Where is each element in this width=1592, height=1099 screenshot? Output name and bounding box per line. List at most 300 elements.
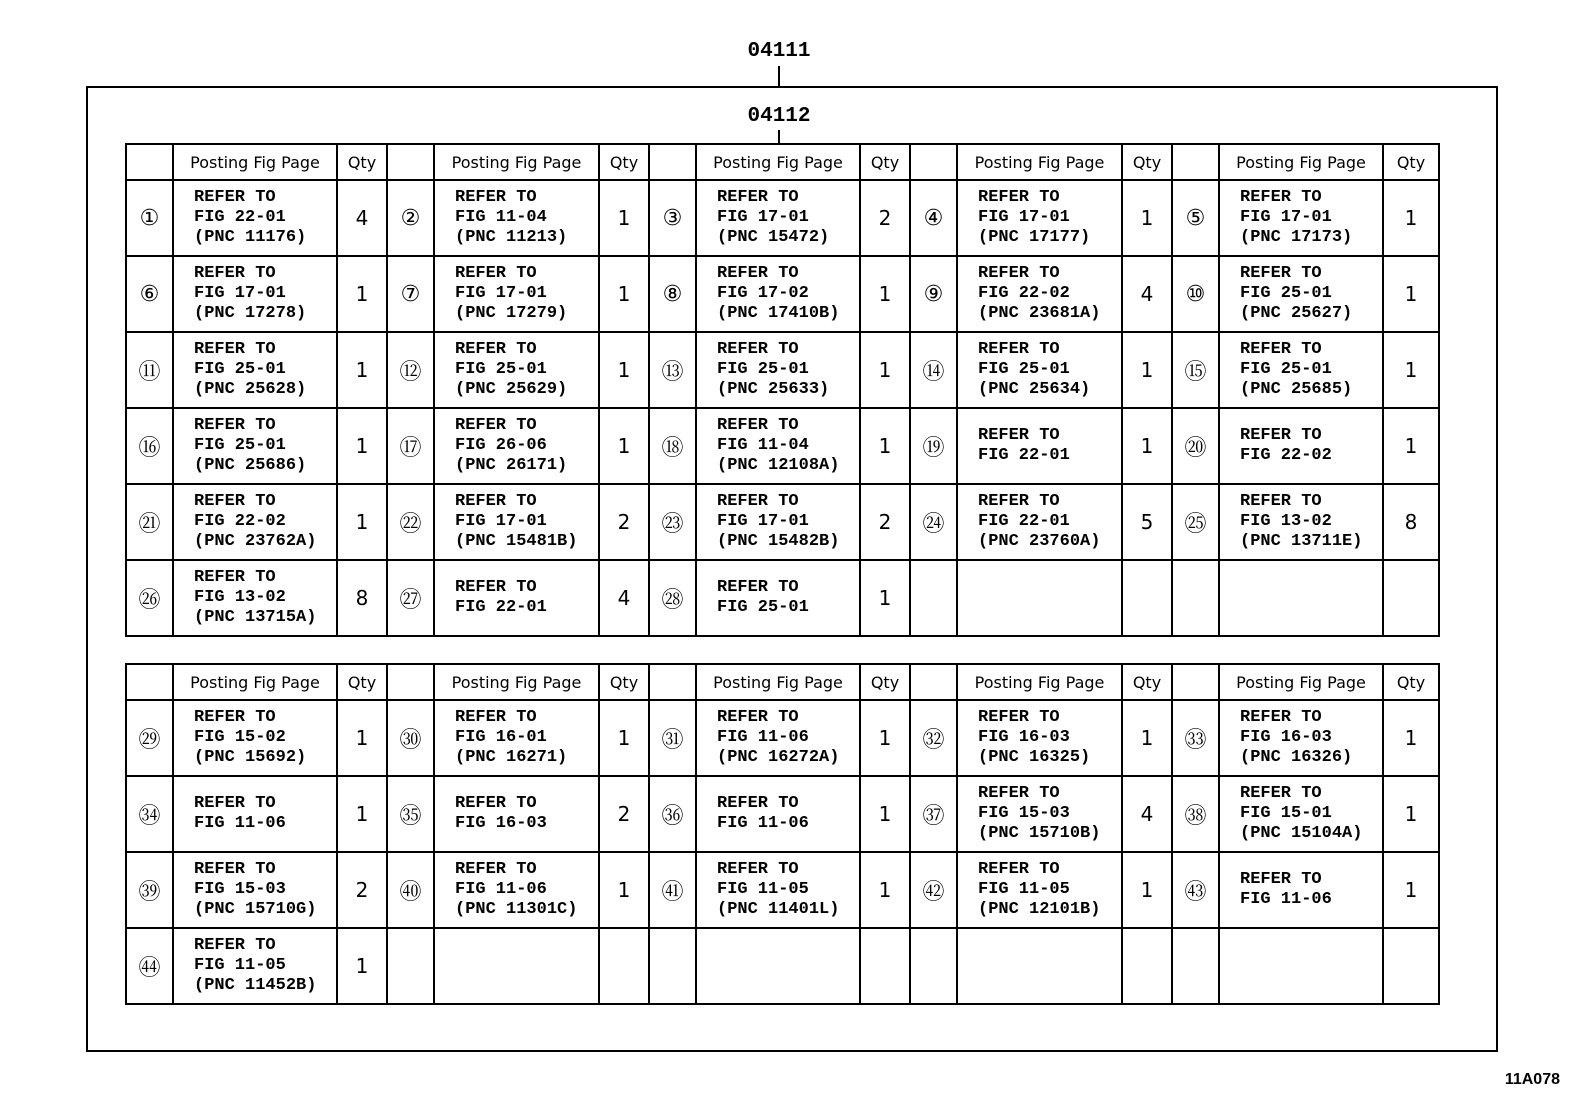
item-qty: 1 [1122,180,1172,256]
item-number: ㊶ [649,852,696,928]
pnc-ref: (PNC 15710G) [194,900,317,919]
refer-to-text: REFER TO [717,188,799,207]
fig-ref: FIG 11-04 [455,208,547,227]
refer-to-text: REFER TO [1240,264,1322,283]
pnc-ref: (PNC 12101B) [978,900,1101,919]
item-qty: 1 [1122,700,1172,776]
refer-to-text: REFER TO [1240,784,1322,803]
posting-ref [957,700,1122,776]
posting-ref [1219,256,1383,332]
refer-to-text: REFER TO [1240,340,1322,359]
refer-to-text: REFER TO [978,426,1060,445]
fig-ref: FIG 22-01 [455,598,547,617]
header-qty: Qty [1122,664,1172,700]
refer-to-text: REFER TO [455,416,537,435]
posting-ref [434,408,599,484]
refer-to-text: REFER TO [194,492,276,511]
header-num-cell [910,144,957,180]
posting-ref [957,852,1122,928]
item-qty [1383,928,1439,1004]
table-row [126,776,1439,852]
header-posting-fig-page: Posting Fig Page [434,144,599,180]
pnc-ref: (PNC 16325) [978,748,1091,767]
item-number: ⑤ [1172,180,1219,256]
item-number: ㊹ [126,928,173,1004]
header-num-cell [387,144,434,180]
pnc-ref: (PNC 11213) [455,228,568,247]
header-qty: Qty [860,664,910,700]
item-qty: 1 [1383,776,1439,852]
item-number [1172,928,1219,1004]
pnc-ref: (PNC 25634) [978,380,1091,399]
header-posting-fig-page: Posting Fig Page [434,664,599,700]
posting-ref [173,256,337,332]
item-number: ㊸ [1172,852,1219,928]
fig-ref: FIG 11-06 [1240,890,1332,909]
refer-to-text: REFER TO [978,340,1060,359]
fig-ref: FIG 17-01 [717,512,809,531]
item-number: ⑬ [649,332,696,408]
item-qty: 1 [1383,256,1439,332]
fig-ref: FIG 25-01 [1240,360,1332,379]
item-qty: 1 [860,700,910,776]
item-qty: 1 [599,332,649,408]
refer-to-text: REFER TO [717,860,799,879]
item-number: ⑥ [126,256,173,332]
item-qty: 2 [599,776,649,852]
posting-ref [957,256,1122,332]
pnc-ref: (PNC 11301C) [455,900,578,919]
item-qty: 1 [337,256,387,332]
header-row [126,144,1439,180]
pnc-ref: (PNC 11452B) [194,976,317,995]
fig-ref: FIG 11-05 [717,880,809,899]
item-number: ㉛ [649,700,696,776]
item-qty: 1 [860,332,910,408]
header-qty: Qty [1122,144,1172,180]
item-qty: 1 [599,852,649,928]
item-qty: 1 [599,180,649,256]
item-number: ⑯ [126,408,173,484]
fig-ref: FIG 11-06 [455,880,547,899]
fig-ref: FIG 26-06 [455,436,547,455]
item-number: ㉚ [387,700,434,776]
refer-to-text: REFER TO [1240,426,1322,445]
item-number: ㊱ [649,776,696,852]
callout-04112-leader [778,130,780,144]
posting-ref [434,928,599,1004]
fig-ref: FIG 17-01 [717,208,809,227]
item-number: ② [387,180,434,256]
fig-ref: FIG 22-01 [978,446,1070,465]
header-posting-fig-page: Posting Fig Page [173,664,337,700]
posting-ref [696,484,860,560]
refer-to-text: REFER TO [1240,870,1322,889]
parts-table-2 [125,663,1440,1005]
header-num-cell [387,664,434,700]
header-qty: Qty [599,144,649,180]
item-qty: 1 [337,700,387,776]
refer-to-text: REFER TO [455,340,537,359]
header-qty: Qty [1383,144,1439,180]
refer-to-text: REFER TO [455,188,537,207]
item-qty: 5 [1122,484,1172,560]
fig-ref: FIG 13-02 [194,588,286,607]
pnc-ref: (PNC 25685) [1240,380,1353,399]
posting-ref [434,256,599,332]
item-qty: 1 [860,408,910,484]
header-qty: Qty [1383,664,1439,700]
refer-to-text: REFER TO [717,492,799,511]
pnc-ref: (PNC 17279) [455,304,568,323]
posting-ref [696,776,860,852]
fig-ref: FIG 16-03 [455,814,547,833]
posting-ref [696,256,860,332]
item-qty: 1 [1383,408,1439,484]
refer-to-text: REFER TO [455,264,537,283]
refer-to-text: REFER TO [194,416,276,435]
item-number: ㉞ [126,776,173,852]
item-qty: 1 [1383,700,1439,776]
posting-ref [434,332,599,408]
pnc-ref: (PNC 16271) [455,748,568,767]
posting-ref [1219,700,1383,776]
item-qty: 1 [1122,852,1172,928]
item-number: ㊴ [126,852,173,928]
pnc-ref: (PNC 16272A) [717,748,840,767]
item-qty: 2 [860,180,910,256]
refer-to-text: REFER TO [978,784,1060,803]
item-qty: 4 [599,560,649,636]
item-number [649,928,696,1004]
pnc-ref: (PNC 25633) [717,380,830,399]
item-number: ㉖ [126,560,173,636]
item-qty [1122,928,1172,1004]
fig-ref: FIG 11-05 [978,880,1070,899]
header-num-cell [649,144,696,180]
posting-ref [696,408,860,484]
item-number: ⑭ [910,332,957,408]
table-row [126,852,1439,928]
callout-04111-leader [778,66,780,86]
posting-ref [696,928,860,1004]
refer-to-text: REFER TO [978,708,1060,727]
fig-ref: FIG 15-02 [194,728,286,747]
posting-ref [957,408,1122,484]
fig-ref: FIG 25-01 [194,436,286,455]
fig-ref: FIG 11-06 [717,728,809,747]
refer-to-text: REFER TO [194,708,276,727]
table-row [126,256,1439,332]
header-qty: Qty [599,664,649,700]
posting-ref [173,484,337,560]
item-number: ㊵ [387,852,434,928]
posting-ref [1219,180,1383,256]
item-qty: 1 [860,560,910,636]
posting-ref [957,928,1122,1004]
posting-ref [957,180,1122,256]
callout-04112: 04112 [747,105,811,128]
item-number: ⑮ [1172,332,1219,408]
table-row [126,700,1439,776]
item-qty: 1 [1122,332,1172,408]
item-number: ⑦ [387,256,434,332]
header-posting-fig-page: Posting Fig Page [696,144,860,180]
fig-ref: FIG 15-03 [978,804,1070,823]
header-qty: Qty [860,144,910,180]
refer-to-text: REFER TO [717,264,799,283]
fig-ref: FIG 22-02 [978,284,1070,303]
item-qty: 1 [337,928,387,1004]
pnc-ref: (PNC 25686) [194,456,307,475]
refer-to-text: REFER TO [455,708,537,727]
refer-to-text: REFER TO [455,578,537,597]
pnc-ref: (PNC 17410B) [717,304,840,323]
posting-ref [173,700,337,776]
item-number: ⑳ [1172,408,1219,484]
fig-ref: FIG 11-06 [717,814,809,833]
fig-ref: FIG 11-05 [194,956,286,975]
posting-ref [1219,776,1383,852]
posting-ref [1219,484,1383,560]
table-row [126,408,1439,484]
item-qty [1122,560,1172,636]
item-number: ⑫ [387,332,434,408]
item-number: ㉓ [649,484,696,560]
item-number: ① [126,180,173,256]
item-number: ㊷ [910,852,957,928]
item-qty: 1 [337,408,387,484]
item-number: ㉙ [126,700,173,776]
header-row [126,664,1439,700]
posting-ref [957,332,1122,408]
item-qty: 2 [337,852,387,928]
fig-ref: FIG 25-01 [1240,284,1332,303]
item-number: ㉑ [126,484,173,560]
refer-to-text: REFER TO [717,794,799,813]
item-qty: 1 [337,484,387,560]
item-qty: 2 [599,484,649,560]
posting-ref [1219,332,1383,408]
posting-ref [696,560,860,636]
item-number: ㉗ [387,560,434,636]
refer-to-text: REFER TO [1240,492,1322,511]
item-number: ㊲ [910,776,957,852]
posting-ref [173,180,337,256]
item-number: ㊳ [1172,776,1219,852]
posting-ref [957,484,1122,560]
fig-ref: FIG 22-02 [1240,446,1332,465]
item-number: ㉜ [910,700,957,776]
pnc-ref: (PNC 15472) [717,228,830,247]
header-num-cell [1172,664,1219,700]
posting-ref [1219,852,1383,928]
fig-ref: FIG 25-01 [194,360,286,379]
posting-ref [1219,928,1383,1004]
fig-ref: FIG 25-01 [978,360,1070,379]
posting-ref [957,560,1122,636]
item-number: ⑩ [1172,256,1219,332]
pnc-ref: (PNC 17177) [978,228,1091,247]
item-number [910,928,957,1004]
item-number: ⑲ [910,408,957,484]
posting-ref [696,180,860,256]
header-num-cell [910,664,957,700]
pnc-ref: (PNC 23681A) [978,304,1101,323]
pnc-ref: (PNC 11401L) [717,900,840,919]
item-number: ⑰ [387,408,434,484]
table-row [126,484,1439,560]
item-number: ㉘ [649,560,696,636]
item-qty: 4 [1122,776,1172,852]
item-qty: 1 [1383,332,1439,408]
posting-ref [173,408,337,484]
item-qty: 1 [337,776,387,852]
refer-to-text: REFER TO [194,860,276,879]
fig-ref: FIG 17-01 [455,284,547,303]
table-row [126,928,1439,1004]
item-qty: 2 [860,484,910,560]
illustration-code: 11A078 [1504,1071,1560,1088]
item-qty: 1 [860,776,910,852]
fig-ref: FIG 17-02 [717,284,809,303]
refer-to-text: REFER TO [194,340,276,359]
refer-to-text: REFER TO [717,708,799,727]
posting-ref [173,852,337,928]
fig-ref: FIG 16-01 [455,728,547,747]
refer-to-text: REFER TO [194,264,276,283]
pnc-ref: (PNC 26171) [455,456,568,475]
fig-ref: FIG 17-01 [194,284,286,303]
item-qty: 1 [599,408,649,484]
fig-ref: FIG 25-01 [455,360,547,379]
refer-to-text: REFER TO [717,578,799,597]
refer-to-text: REFER TO [194,794,276,813]
refer-to-text: REFER TO [717,416,799,435]
fig-ref: FIG 17-01 [1240,208,1332,227]
item-number: ㉕ [1172,484,1219,560]
header-qty: Qty [337,664,387,700]
callout-04111: 04111 [747,40,811,63]
posting-ref [1219,408,1383,484]
posting-ref [696,700,860,776]
header-num-cell [1172,144,1219,180]
item-number: ㉒ [387,484,434,560]
item-qty: 4 [337,180,387,256]
refer-to-text: REFER TO [194,188,276,207]
pnc-ref: (PNC 23762A) [194,532,317,551]
item-qty: 8 [1383,484,1439,560]
refer-to-text: REFER TO [194,936,276,955]
posting-ref [1219,560,1383,636]
header-qty: Qty [337,144,387,180]
pnc-ref: (PNC 15482B) [717,532,840,551]
fig-ref: FIG 22-01 [978,512,1070,531]
posting-ref [696,332,860,408]
item-number [1172,560,1219,636]
item-number: ㉔ [910,484,957,560]
pnc-ref: (PNC 17278) [194,304,307,323]
refer-to-text: REFER TO [717,340,799,359]
pnc-ref: (PNC 15104A) [1240,824,1363,843]
header-posting-fig-page: Posting Fig Page [957,144,1122,180]
item-qty: 1 [1383,852,1439,928]
pnc-ref: (PNC 15710B) [978,824,1101,843]
item-qty: 1 [599,256,649,332]
header-num-cell [126,664,173,700]
posting-ref [434,484,599,560]
header-posting-fig-page: Posting Fig Page [1219,664,1383,700]
posting-ref [696,852,860,928]
fig-ref: FIG 17-01 [978,208,1070,227]
item-qty [860,928,910,1004]
posting-ref [434,560,599,636]
pnc-ref: (PNC 13715A) [194,608,317,627]
header-posting-fig-page: Posting Fig Page [696,664,860,700]
item-qty [1383,560,1439,636]
refer-to-text: REFER TO [978,188,1060,207]
pnc-ref: (PNC 15692) [194,748,307,767]
posting-ref [173,332,337,408]
item-qty: 1 [1122,408,1172,484]
refer-to-text: REFER TO [1240,708,1322,727]
pnc-ref: (PNC 12108A) [717,456,840,475]
item-qty: 4 [1122,256,1172,332]
item-qty: 1 [599,700,649,776]
pnc-ref: (PNC 25629) [455,380,568,399]
item-number: ④ [910,180,957,256]
pnc-ref: (PNC 17173) [1240,228,1353,247]
fig-ref: FIG 11-06 [194,814,286,833]
table-row [126,332,1439,408]
posting-ref [434,776,599,852]
refer-to-text: REFER TO [978,492,1060,511]
item-number: ⑪ [126,332,173,408]
header-posting-fig-page: Posting Fig Page [957,664,1122,700]
item-number: ㉟ [387,776,434,852]
item-number: ③ [649,180,696,256]
item-number [910,560,957,636]
pnc-ref: (PNC 11176) [194,228,307,247]
item-number: ⑨ [910,256,957,332]
fig-ref: FIG 25-01 [717,360,809,379]
posting-ref [173,560,337,636]
refer-to-text: REFER TO [194,568,276,587]
parts-table-1 [125,143,1440,637]
posting-ref [434,852,599,928]
posting-ref [957,776,1122,852]
header-posting-fig-page: Posting Fig Page [173,144,337,180]
header-posting-fig-page: Posting Fig Page [1219,144,1383,180]
fig-ref: FIG 11-04 [717,436,809,455]
refer-to-text: REFER TO [978,860,1060,879]
item-qty: 8 [337,560,387,636]
fig-ref: FIG 15-01 [1240,804,1332,823]
pnc-ref: (PNC 13711E) [1240,532,1363,551]
refer-to-text: REFER TO [455,794,537,813]
posting-ref [434,700,599,776]
item-number: ㉝ [1172,700,1219,776]
refer-to-text: REFER TO [978,264,1060,283]
item-qty: 1 [860,852,910,928]
fig-ref: FIG 17-01 [455,512,547,531]
pnc-ref: (PNC 15481B) [455,532,578,551]
posting-ref [434,180,599,256]
posting-ref [173,776,337,852]
fig-ref: FIG 22-02 [194,512,286,531]
fig-ref: FIG 16-03 [978,728,1070,747]
item-number: ⑱ [649,408,696,484]
